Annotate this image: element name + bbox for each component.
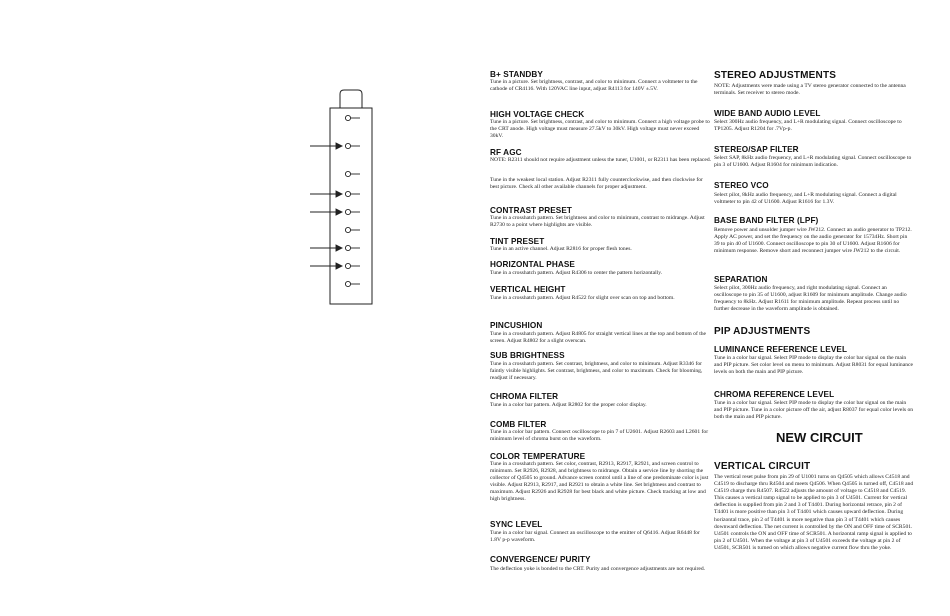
wide-band-audio-text: Select 300Hz audio frequency, and L+R modulating signal. Connect oscilloscope to TP1205. Adjust R1204 for .7Vp-p. [714,119,902,133]
pincushion-heading: PINCUSHION [490,321,543,330]
chroma-filter-text: Tune in a color bar pattern. Adjust R2802 for the proper color display. [490,402,647,408]
connector-pin [345,245,350,250]
stereo-vco-text: Select pilot, 8kHz audio frequency, and L+R modulating signal. Connect a digital voltmeter to pin 42 of U1600. Adjust R1616 for 1.3V. [714,192,897,206]
connector-pin [345,281,350,286]
color-temperature-heading: COLOR TEMPERATURE [490,452,586,461]
connector-pin [345,171,350,176]
connector-pin [345,263,350,268]
connector-tab [340,90,362,108]
connector-pin [345,115,350,120]
contrast-preset-text: Tune in a crosshatch pattern. Set brightness and color to minimum, contrast to midrange. Adjust R2730 to a point where highlights are visible. [490,215,705,229]
stereo-adjustments-note: NOTE: Adjustments were made using a TV stereo generator connected to the antenna terminals. Set receiver to stereo mode. [714,83,906,97]
connector-pin [345,191,350,196]
sync-level-text: Tune in a color bar signal. Connect an oscilloscope to the emitter of Q6416. Adjust R6448 for 1.8V p-p waveform. [490,530,700,544]
pin-arrow-icon [336,191,342,197]
high-voltage-text: Tune in a picture. Set brightness, contrast, and color to minimum. Connect a high voltage probe to the CRT anode. High voltage must measure 27.5kV to 30kV. High voltage must never exceed 30kV. [490,119,710,140]
separation-heading: SEPARATION [714,275,768,284]
separation-text: Select pilot, 300Hz audio frequency, and right modulating signal. Connect an oscilloscope to pin 35 of U1600, adjust R1609 for minimum amplitude. Change audio frequency to 8kHz. Adjust R1611 for minimum amplitude. Repeat process until no further decrease in the waveform amplitude is obtained. [714,285,907,313]
contrast-preset-heading: CONTRAST PRESET [490,206,573,215]
vertical-height-heading: VERTICAL HEIGHT [490,285,566,294]
stereo-sap-filter-heading: STEREO/SAP FILTER [714,145,799,154]
sub-brightness-heading: SUB BRIGHTNESS [490,351,565,360]
pincushion-text: Tune in a crosshatch pattern. Adjust R4805 for straight vertical lines at the top and bottom of the screen. Adjust R4802 for a slight overscan. [490,331,707,345]
pin-arrow-icon [336,209,342,215]
tint-preset-heading: TINT PRESET [490,237,545,246]
color-temperature-text: Tune in a crosshatch pattern. Set color, contrast, R2913, R2917, R2921, and screen control to minimum. Set R2926, R2928, and brightness to midrange. Obtain a service line by shorting the collector of Q4505 to ground. Advance screen control until a line of one predominate color is just visible. Adjust R2913, R2917, and R2921 to obtain a white line. Set brightness and contrast to maximum. Adjust R2926 and R2928 for best black and white picture. Check tracking at low and high brightness. [490,461,709,503]
connector-pin [345,143,350,148]
new-circuit-heading: NEW CIRCUIT [776,430,863,445]
pin-arrow-icon [336,143,342,149]
rf-agc-note: NOTE: R2311 should not require adjustment unless the tuner, U1001, or R2311 has been replaced. [490,157,712,163]
high-voltage-heading: HIGH VOLTAGE CHECK [490,110,585,119]
connector-diagram [300,80,380,320]
bplus-standby-heading: B+ STANDBY [490,70,543,79]
wide-band-audio-heading: WIDE BAND AUDIO LEVEL [714,109,821,118]
vertical-circuit-heading: VERTICAL CIRCUIT [714,461,811,472]
comb-filter-heading: COMB FILTER [490,420,547,429]
base-band-filter-heading: BASE BAND FILTER (LPF) [714,216,819,225]
horizontal-phase-text: Tune in a crosshatch pattern. Adjust R4306 to center the pattern horizontally. [490,270,663,276]
comb-filter-text: Tune in a color bar pattern. Connect oscilloscope to pin 7 of U2601. Adjust R2603 and L2601 for minimum level of chroma burst on the waveform. [490,429,709,443]
connector-pin [345,227,350,232]
stereo-vco-heading: STEREO VCO [714,181,769,190]
tint-preset-text: Tune in an active channel. Adjust R2816 for proper flesh tones. [490,246,632,252]
rf-agc-text: Tune in the weakest local station. Adjust R2311 fully counterclockwise, and then clockwise for best picture. Check all other available channels for proper adjustment. [490,177,703,191]
chroma-reference-text: Tune in a color bar signal. Select PIP mode to display the color bar signal on the main and PIP picture. Tune in a color picture off the air, adjust R8037 for equal color levels on both the main and PIP picture. [714,400,914,421]
chroma-filter-heading: CHROMA FILTER [490,392,559,401]
base-band-filter-text: Remove power and unsolder jumper wire JW212. Connect an audio generator to TP212. Apply AC power, and set the frequency on the audio generator for 15734Hz. Short pin 39 to pin 40 of U1600. Connect oscilloscope to pin 30 of U1600. Adjust R1606 for minimum response. Remove short and reconnect jumper wire JW212 to the circuit. [714,227,912,255]
stereo-sap-filter-text: Select SAP, 8kHz audio frequency, and L+R modulating signal. Connect oscilloscope to pin 3 of U1600. Adjust R1604 for minimum indication. [714,155,912,169]
luminance-reference-heading: LUMINANCE REFERENCE LEVEL [714,345,848,354]
chroma-reference-heading: CHROMA REFERENCE LEVEL [714,390,835,399]
vertical-height-text: Tune in a crosshatch pattern. Adjust R4522 for slight over scan on top and bottom. [490,295,675,301]
pip-adjustments-heading: PIP ADJUSTMENTS [714,326,811,337]
connector-pin [345,209,350,214]
sub-brightness-text: Tune in a crosshatch pattern. Set contrast, brightness, and color to minimum. Adjust R3346 for faintly visible highlights. Set contrast, brightness, and color to maximum. Check for blooming, readjust if necessary. [490,361,703,382]
vertical-circuit-text: The vertical reset pulse from pin 29 of U1001 turns on Q4505 which allows C4518 and C4519 to discharge thru R4504 and meets Q4506. When Q4505 is turned off, C4518 and C4519 charge thru R4507. R4522 adjusts the amount of voltage to C4518 and C4519. This causes a vertical ramp signal to be applied to pin 3 of U4501. Current for vertical deflection is supplied from pin 2 and 3 of T4401. During horizontal retrace, pin 2 of T4401 is more positive than pin 3 of T4401 which causes upward deflection. During horizontal trace, pin 2 of T4401 is more negative than pin 3 of T4401 which causes downward deflection. The net current is controlled by the ON and OFF time of SCR501. U4501 controls the ON and OFF time of SCR501. A horizontal ramp signal is applied to pin 2 of U4501. When the voltage at pin 3 of U4501 exceeds the voltage at pin 2 of U4501, SCR501 is turned on which allows negative current flow thru the yoke. [714,474,914,551]
pin-arrow-icon [336,245,342,251]
sync-level-heading: SYNC LEVEL [490,520,543,529]
convergence-purity-text: The deflection yoke is bonded to the CRT. Purity and convergence adjustments are not required. [490,566,706,572]
rf-agc-heading: RF AGC [490,148,522,157]
pin-arrow-icon [336,263,342,269]
stereo-adjustments-heading: STEREO ADJUSTMENTS [714,70,837,81]
horizontal-phase-heading: HORIZONTAL PHASE [490,260,575,269]
luminance-reference-text: Tune in a color bar signal. Select PIP mode to display the color bar signal on the main and PIP picture. Set color level on menu to minimum. Adjust R8031 for equal luminance levels on both the main and PIP picture. [714,355,913,376]
connector-body [330,108,372,304]
bplus-standby-text: Tune in a picture. Set brightness, contrast, and color to minimum. Connect a voltmeter to the cathode of CR4116. With 120VAC line input, adjust R4113 for 140V ±.5V. [490,79,698,93]
convergence-purity-heading: CONVERGENCE/ PURITY [490,555,591,564]
